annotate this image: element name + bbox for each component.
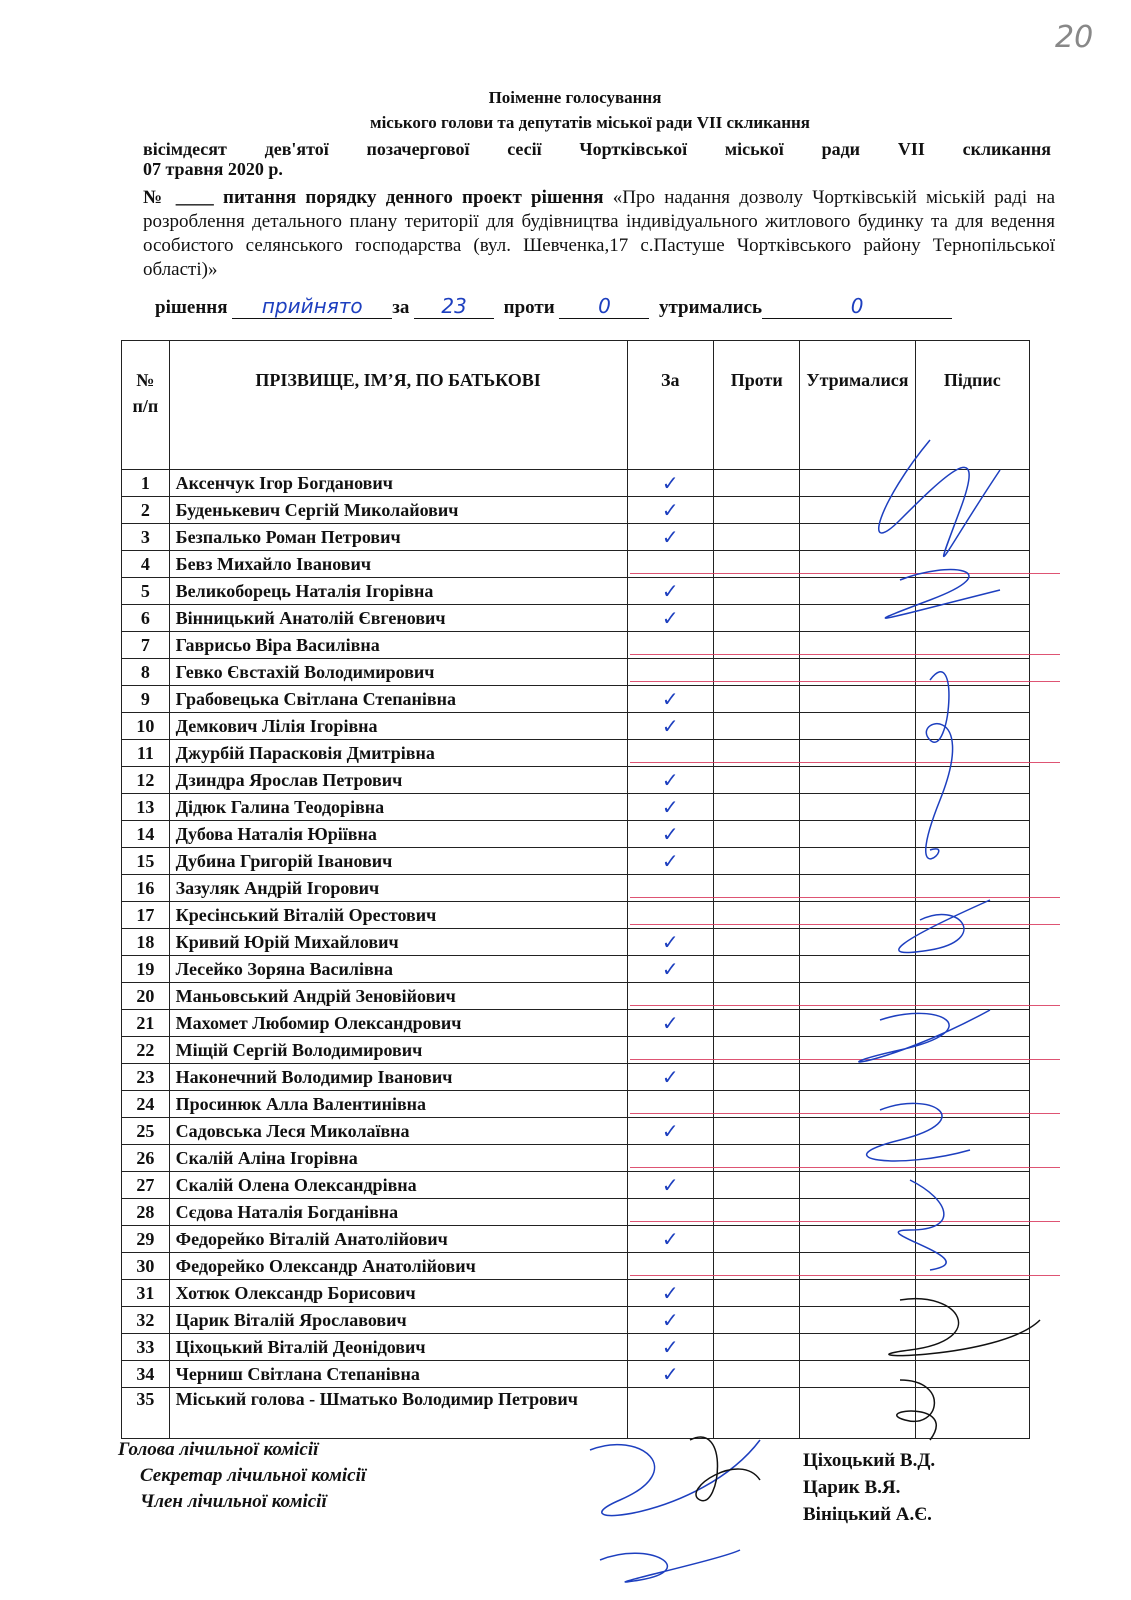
deputy-name: Скалій Олена Олександрівна (169, 1172, 627, 1199)
deputy-name: Махомет Любомир Олександрович (169, 1010, 627, 1037)
deputy-name: Кресінський Віталій Орестович (169, 902, 627, 929)
deputy-name: Наконечний Володимир Іванович (169, 1064, 627, 1091)
row-number: 29 (122, 1226, 170, 1253)
vote-for-mark: ✓ (627, 1010, 714, 1037)
deputy-name: Федорейко Віталій Анатолійович (169, 1226, 627, 1253)
signature-scribble (897, 1380, 936, 1440)
deputy-name: Сєдова Наталія Богданівна (169, 1199, 627, 1226)
row-number: 24 (122, 1091, 170, 1118)
row-number: 1 (122, 470, 170, 497)
decision-label: рішення (155, 297, 228, 318)
deputy-name: Дубова Наталія Юріївна (169, 821, 627, 848)
deputy-name: Лесейко Зоряна Василівна (169, 956, 627, 983)
vote-for-mark: ✓ (627, 956, 714, 983)
counting-commission-labels (118, 1437, 366, 1515)
deputy-name: Маньовський Андрій Зеновійович (169, 983, 627, 1010)
row-number: 26 (122, 1145, 170, 1172)
deputy-name: Царик Віталій Ярославович (169, 1307, 627, 1334)
deputy-name: Буденькевич Сергій Миколайович (169, 497, 627, 524)
vote-for-mark: ✓ (627, 1280, 714, 1307)
deputy-name: Джурбій Парасковія Дмитрівна (169, 740, 627, 767)
for-count: 23 (414, 296, 494, 319)
row-number: 10 (122, 713, 170, 740)
row-number: 32 (122, 1307, 170, 1334)
header-sign: Підпис (915, 341, 1029, 470)
row-number: 9 (122, 686, 170, 713)
vote-for-mark: ✓ (627, 470, 714, 497)
deputy-name: Безпалько Роман Петрович (169, 524, 627, 551)
abstained-count: 0 (762, 296, 952, 319)
vote-for-mark: ✓ (627, 1361, 714, 1388)
vote-for-mark: ✓ (627, 524, 714, 551)
vote-for-mark: ✓ (627, 1064, 714, 1091)
vote-for-mark: ✓ (627, 578, 714, 605)
row-number: 19 (122, 956, 170, 983)
deputy-name: Гаврисьо Віра Василівна (169, 632, 627, 659)
document-subtitle: міського голови та депутатів міської ради VІІ скликання (370, 113, 810, 132)
signature-scribble (899, 900, 990, 953)
vote-for-mark: ✓ (627, 497, 714, 524)
row-number: 3 (122, 524, 170, 551)
row-number: 13 (122, 794, 170, 821)
deputy-name: Федорейко Олександр Анатолійович (169, 1253, 627, 1280)
deputy-name: Дубина Григорій Іванович (169, 848, 627, 875)
document-title: Поіменне голосування (488, 88, 662, 107)
deputy-name: Грабовецька Світлана Степанівна (169, 686, 627, 713)
signature-scribble (926, 672, 953, 859)
against-label: проти (503, 297, 555, 318)
agenda-label: № ____ питання порядку денного проект рішення (143, 187, 604, 208)
row-number: 30 (122, 1253, 170, 1280)
abstained-label: утримались (658, 297, 763, 318)
row-number: 5 (122, 578, 170, 605)
against-count: 0 (559, 296, 649, 319)
header-for: За (627, 341, 714, 470)
row-number: 25 (122, 1118, 170, 1145)
deputy-name: Вінницький Анатолій Євгенович (169, 605, 627, 632)
commission-chair-label: Голова лічильної комісії (118, 1439, 319, 1460)
vote-for-mark: ✓ (627, 713, 714, 740)
deputy-name: Ціхоцький Віталій Деонідович (169, 1334, 627, 1361)
deputy-name: Хотюк Олександр Борисович (169, 1280, 627, 1307)
page-number: 20 (1055, 20, 1094, 55)
signature-scribble (885, 570, 1000, 619)
deputy-name: Садовська Леся Миколаївна (169, 1118, 627, 1145)
row-number: 33 (122, 1334, 170, 1361)
deputy-name: Бевз Михайло Іванович (169, 551, 627, 578)
row-number: 28 (122, 1199, 170, 1226)
header-num: № п/п (122, 341, 170, 470)
commission-member-name: Вініцький А.Є. (803, 1504, 932, 1525)
deputy-name: Великоборець Наталія Ігорівна (169, 578, 627, 605)
deputy-name: Міський голова - Шматько Володимир Петрович (169, 1388, 627, 1439)
deputy-name: Дзиндра Ярослав Петрович (169, 767, 627, 794)
signature-scribble (859, 1010, 990, 1062)
row-number: 14 (122, 821, 170, 848)
vote-for-mark: ✓ (627, 767, 714, 794)
vote-for-mark: ✓ (627, 848, 714, 875)
header-against: Проти (714, 341, 800, 470)
row-number: 21 (122, 1010, 170, 1037)
vote-for-mark: ✓ (627, 794, 714, 821)
signature-scribble (898, 1180, 946, 1270)
commission-secretary-name: Царик В.Я. (803, 1477, 901, 1498)
row-number: 7 (122, 632, 170, 659)
row-number: 20 (122, 983, 170, 1010)
deputy-name: Гевко Євстахій Володимирович (169, 659, 627, 686)
vote-for-mark: ✓ (627, 1307, 714, 1334)
counting-commission-names (803, 1447, 935, 1528)
deputy-name: Зазуляк Андрій Ігорович (169, 875, 627, 902)
deputy-name: Черниш Світлана Степанівна (169, 1361, 627, 1388)
commission-secretary-label: Секретар лічильної комісії (140, 1465, 367, 1486)
row-number: 8 (122, 659, 170, 686)
session-line: вісімдесят дев'ятої позачергової сесії Чортківської міської ради VІІ скликання (143, 139, 1051, 159)
row-number: 2 (122, 497, 170, 524)
deputy-name: Міщій Сергій Володимирович (169, 1037, 627, 1064)
deputy-name: Дідюк Галина Теодорівна (169, 794, 627, 821)
vote-for-mark: ✓ (627, 605, 714, 632)
row-number: 35 (122, 1388, 170, 1439)
signature-scribble (879, 440, 1000, 556)
row-number: 23 (122, 1064, 170, 1091)
row-number: 4 (122, 551, 170, 578)
row-number: 17 (122, 902, 170, 929)
row-number: 11 (122, 740, 170, 767)
vote-for-mark: ✓ (627, 1118, 714, 1145)
row-number: 12 (122, 767, 170, 794)
commission-member-label: Член лічильної комісії (140, 1491, 327, 1512)
commission-chair-name: Ціхоцький В.Д. (803, 1450, 936, 1471)
deputy-name: Просинюк Алла Валентинівна (169, 1091, 627, 1118)
row-number: 15 (122, 848, 170, 875)
decision-value: прийнято (232, 296, 392, 319)
agenda-text: «Про надання дозволу Чортківській міській раді на розроблення детального плану території для будівництва індивідуального житлового будинку та для ведення особистого селянського господарства (вул. Шевченка,17 с.Пастуше Чортківського району Тернопільської області)» (143, 187, 1055, 280)
deputy-name: Демкович Лілія Ігорівна (169, 713, 627, 740)
row-number: 31 (122, 1280, 170, 1307)
signature-scribble (889, 1299, 1040, 1356)
for-label: за (392, 297, 410, 318)
row-number: 27 (122, 1172, 170, 1199)
row-number: 34 (122, 1361, 170, 1388)
session-date: 07 травня 2020 р. (143, 159, 283, 179)
vote-for-mark: ✓ (627, 821, 714, 848)
deputy-name: Кривий Юрій Михайлович (169, 929, 627, 956)
vote-for-mark: ✓ (627, 1334, 714, 1361)
vote-for-mark: ✓ (627, 686, 714, 713)
header-name: ПРІЗВИЩЕ, ІМ’Я, ПО БАТЬКОВІ (169, 341, 627, 470)
signature-scribble (590, 1440, 760, 1516)
header-abstained: Утрималися (800, 341, 915, 470)
vote-for-mark: ✓ (627, 1226, 714, 1253)
signature-scribble (867, 1103, 970, 1160)
deputy-name: Аксенчук Ігор Богданович (169, 470, 627, 497)
signature-scribble (690, 1437, 760, 1501)
vote-for-mark: ✓ (627, 1172, 714, 1199)
row-number: 6 (122, 605, 170, 632)
vote-for-mark: ✓ (627, 929, 714, 956)
row-number: 16 (122, 875, 170, 902)
deputy-name: Скалій Аліна Ігорівна (169, 1145, 627, 1172)
signature-scribble (600, 1550, 740, 1582)
row-number: 18 (122, 929, 170, 956)
deputy-signatures (590, 440, 1040, 1582)
row-number: 22 (122, 1037, 170, 1064)
